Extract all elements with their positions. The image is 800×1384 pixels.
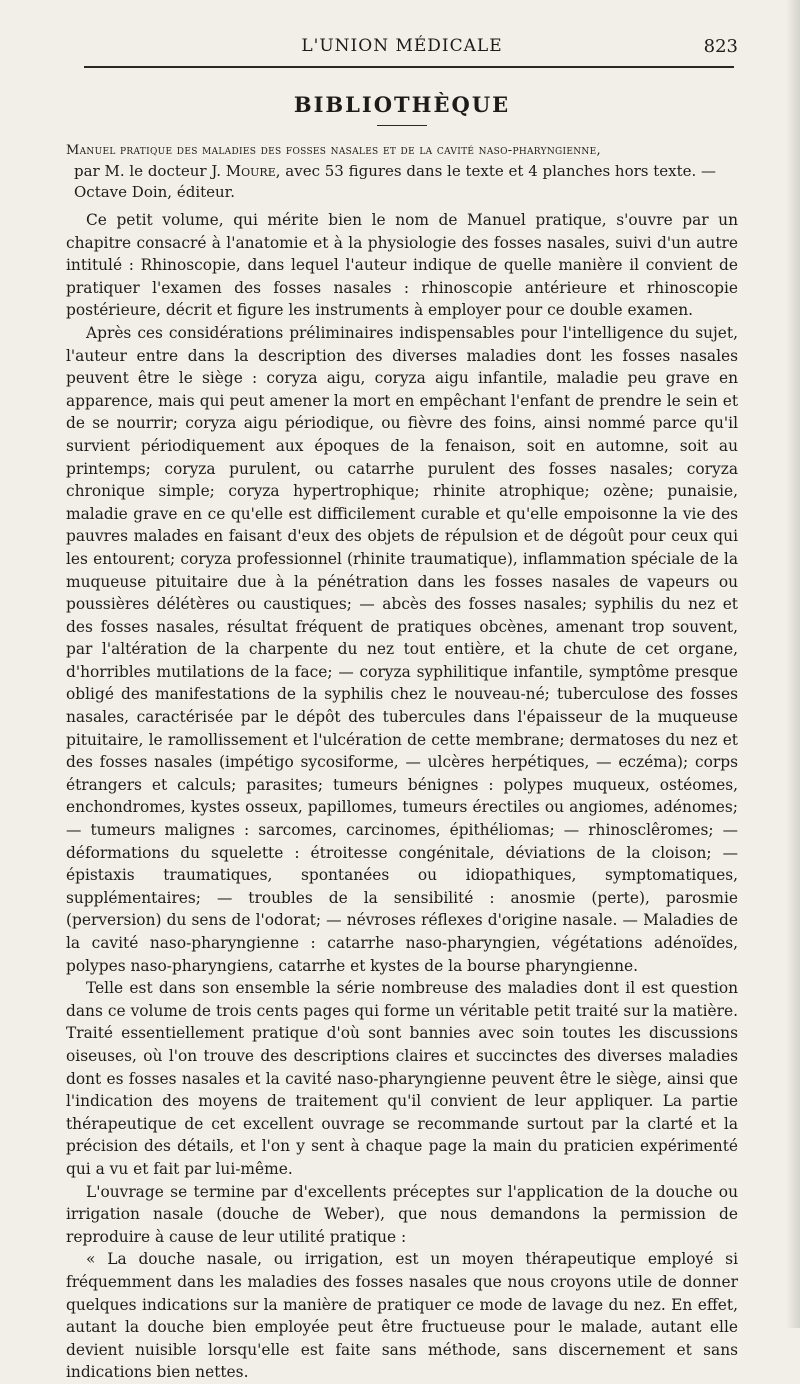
book-details: , avec 53 figures dans le texte et 4 planches hors texte. — bbox=[275, 162, 717, 180]
paragraph-1: Ce petit volume, qui mérite bien le nom de Manuel pratique, s'ouvre par un chapitre consacré à l'anatomie et à la physiologie des fosses nasales, suivi d'un autre intitulé : Rhinoscopie, dans lequel l'auteur indique de quelle manière il convient de pratiquer l'examen des fosses nasales : rhinoscopie antérieure et rhinoscopie postérieure, décrit et figure les instruments à employer pour ce double examen. bbox=[66, 211, 738, 320]
book-title: Manuel pratique des maladies des fosses nasales et de la cavité naso-pharyngienne, bbox=[66, 143, 601, 158]
article-body bbox=[66, 209, 738, 1384]
header-rule bbox=[84, 66, 734, 68]
running-title: L'UNION MÉDICALE bbox=[301, 36, 503, 56]
book-reference bbox=[66, 140, 738, 203]
running-header bbox=[66, 36, 738, 62]
page-number: 823 bbox=[703, 36, 738, 57]
paragraph-4: L'ouvrage se termine par d'excellents préceptes sur l'application de la douche ou irrigation nasale (douche de Weber), que nous demandons la permission de reproduire à cause de leur utilité pratique : bbox=[66, 1182, 738, 1246]
book-publisher: Octave Doin, éditeur. bbox=[74, 183, 235, 201]
section-title: BIBLIOTHÈQUE bbox=[293, 92, 511, 117]
page-edge-shadow bbox=[786, 0, 800, 1328]
book-author-line bbox=[66, 161, 738, 182]
author-name: Moure bbox=[225, 162, 276, 180]
author-prefix: par M. le docteur J. bbox=[74, 162, 221, 180]
paragraph-2: Après ces considérations préliminaires indispensables pour l'intelligence du sujet, l'auteur entre dans la description des diverses maladies dont les fosses nasales peuvent être le siège : coryza aigu, coryza aigu infantile, maladie peu grave en apparence, mais qui peut amener la mort en empêchant l'enfant de prendre le sein et de se nourrir; coryza aigu périodique, ou fièvre des foins, ainsi nommé parce qu'il survient périodiquement aux époques de la fenaison, soit en automne, soit au printemps; coryza purulent, ou catarrhe purulent des fosses nasales; coryza chronique simple; coryza hypertrophique; rhinite atrophique; ozène; punaisie, maladie grave en ce qu'elle est difficilement curable et qu'elle empoisonne la vie des pauvres malades en faisant d'eux des objets de répulsion et de dégoût pour ceux qui les entourent; coryza professionnel (rhinite traumatique), inflammation spéciale de la muqueuse pituitaire due à la pénétration dans les fosses nasales de vapeurs ou poussières délétères ou caustiques; — abcès des fosses nasales; syphilis du nez et des fosses nasales, résultat fréquent de pratiques obcènes, amenant trop souvent, par l'altération de la charpente du nez tout entière, et la chute de cet organe, d'horribles mutilations de la face; — coryza syphilitique infantile, symptôme presque obligé des manifestations de la syphilis chez le nouveau-né; tuberculose des fosses nasales, caractérisée par le dépôt des tubercules dans l'épaisseur de la muqueuse pituitaire, le ramollissement et l'ulcération de cette membrane; dermatoses du nez et des fosses nasales (impétigo sycosiforme, — ulcères herpétiques, — eczéma); corps étrangers et calculs; parasites; tumeurs bénignes : polypes muqueux, ostéomes, enchondromes, kystes osseux, papillomes, tumeurs érectiles ou angiomes, adénomes; — tumeurs malignes : sarcomes, carcinomes, épithéliomas; — rhinosclêromes; — déformations du squelette : étroitesse congénitale, déviations de la cloison; — épistaxis traumatiques, spontanées ou idiopathiques, symptomatiques, supplémentaires; — troubles de la sensibilité : anosmie (perte), parosmie (perversion) du sens de l'odorat; — névroses réflexes d'origine nasale. — Maladies de la cavité naso-pharyngienne : catarrhe naso-pharyngien, végétations adénoïdes, polypes naso-pharyngiens, catarrhe et kystes de la bourse pharyngienne. bbox=[66, 323, 738, 975]
paragraph-5: « La douche nasale, ou irrigation, est un moyen thérapeutique employé si fréquemment dans les maladies des fosses nasales que nous croyons utile de donner quelques indications sur la manière de pratiquer ce mode de lavage du nez. En effet, autant la douche bien employée peut être fructueuse pour le malade, autant elle devient nuisible lorsqu'elle est faite sans méthode, sans discernement et sans indications bien nettes. bbox=[66, 1250, 738, 1382]
title-rule bbox=[377, 125, 427, 126]
paragraph-3: Telle est dans son ensemble la série nombreuse des maladies dont il est question dans ce volume de trois cents pages qui forme un véritable petit traité sur la matière. Traité essentiellement pratique d'où sont bannies avec soin toutes les discussions oiseuses, où l'on trouve des descriptions claires et succinctes des diverses maladies dont es fosses nasales et la cavité naso-pharyngienne peuvent être le siège, ainsi que l'indication des moyens de traitement qu'il convient de leur appliquer. La partie thérapeutique de cet excellent ouvrage se recommande surtout par la clarté et la précision des détails, et l'on y sent à chaque page la main du praticien expérimenté qui a vu et fait par lui-même. bbox=[66, 979, 738, 1178]
